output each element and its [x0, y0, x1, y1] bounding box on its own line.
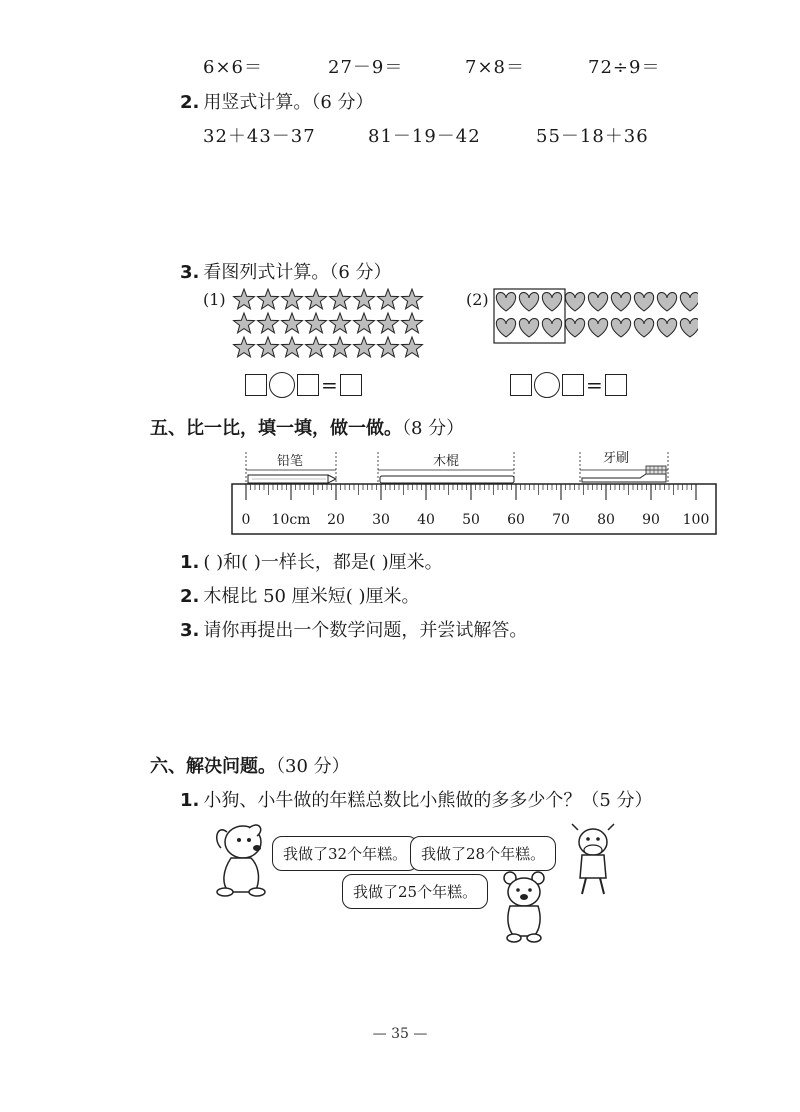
s6-question-1 — [180, 786, 653, 812]
ruler-figure — [230, 450, 720, 540]
dog-illustration — [205, 820, 275, 898]
vertical-calc-2: 81－19－42 — [368, 126, 481, 147]
heart-shape — [657, 318, 676, 337]
question-points: （6 分） — [329, 262, 392, 283]
star-shape — [378, 313, 399, 333]
equals-sign: = — [321, 373, 338, 397]
star-shape — [282, 337, 303, 357]
star-shape — [258, 289, 279, 309]
page-number: — 35 — — [372, 1026, 428, 1042]
question-text[interactable]: 木棍比 50 厘米短( )厘米。 — [203, 586, 420, 607]
question-3 — [180, 258, 392, 284]
s5-question-2 — [180, 582, 420, 608]
star-shape — [258, 337, 279, 357]
heart-shape — [657, 292, 676, 311]
star-shape — [402, 337, 423, 357]
star-shape — [234, 337, 255, 357]
ruler-tick-label: 20 — [327, 512, 345, 528]
cow-illustration — [568, 822, 618, 900]
heart-shape — [496, 318, 515, 337]
question-text[interactable]: ( )和( )一样长，都是( )厘米。 — [203, 552, 443, 573]
star-shape — [306, 337, 327, 357]
question-number: 3. — [180, 262, 200, 283]
question-2 — [180, 88, 374, 114]
question-number: 2. — [180, 586, 200, 607]
answer-box[interactable] — [245, 374, 267, 396]
section-points: （8 分） — [402, 418, 465, 439]
question-text: 用竖式计算。 — [203, 92, 312, 113]
section-points: （30 分） — [276, 756, 350, 777]
vertical-calc-3: 55－18＋36 — [536, 126, 649, 147]
ruler-tick-label: 60 — [507, 512, 525, 528]
star-shape — [282, 313, 303, 333]
vertical-calc-1: 32＋43－37 — [203, 126, 316, 147]
question-number: 2. — [180, 92, 200, 113]
question-number: 3. — [180, 620, 200, 641]
hearts-figure — [492, 288, 698, 344]
equation-1 — [245, 372, 362, 398]
heart-shape — [542, 292, 561, 311]
star-shape — [306, 313, 327, 333]
heart-shape — [611, 318, 630, 337]
section-5-title — [150, 414, 464, 440]
heart-shape — [634, 292, 653, 311]
heart-shape — [519, 318, 538, 337]
star-shape — [234, 289, 255, 309]
ruler-tick-label: 30 — [372, 512, 390, 528]
question-text: 看图列式计算。 — [203, 262, 330, 283]
ruler-tick-label: 80 — [597, 512, 615, 528]
star-shape — [330, 289, 351, 309]
star-shape — [354, 313, 375, 333]
answer-box[interactable] — [297, 374, 319, 396]
stick-label: 木棍 — [432, 454, 460, 469]
answer-box[interactable] — [340, 374, 362, 396]
picture-2-label: (2) — [466, 290, 489, 309]
section-title-text: 六、解决问题。 — [150, 756, 276, 777]
star-shape — [378, 337, 399, 357]
picture-1-label: (1) — [203, 290, 226, 309]
heart-shape — [565, 318, 584, 337]
heart-shape — [542, 318, 561, 337]
star-shape — [354, 337, 375, 357]
heart-shape — [588, 318, 607, 337]
heart-shape — [634, 318, 653, 337]
question-points: （6 分） — [311, 92, 374, 113]
ruler-tick-label: 50 — [462, 512, 480, 528]
toothbrush-label: 牙刷 — [602, 451, 630, 466]
operator-circle[interactable] — [269, 372, 295, 398]
answer-box[interactable] — [605, 374, 627, 396]
star-shape — [402, 289, 423, 309]
ruler-tick-label: 0 — [241, 512, 251, 528]
section-6-title — [150, 752, 350, 778]
heart-shape — [519, 292, 538, 311]
heart-shape — [565, 292, 584, 311]
pencil-label: 铅笔 — [276, 454, 304, 469]
question-number: 1. — [180, 790, 200, 811]
bear-illustration — [498, 870, 550, 944]
ruler-tick-label: 70 — [552, 512, 570, 528]
star-shape — [330, 313, 351, 333]
cow-speech-bubble: 我做了28个年糕。 — [410, 836, 556, 871]
star-shape — [354, 289, 375, 309]
heart-shape — [680, 318, 698, 337]
heart-shape — [680, 292, 698, 311]
question-number: 1. — [180, 552, 200, 573]
star-shape — [282, 289, 303, 309]
calc-item-3: 7×8＝ — [465, 57, 525, 78]
answer-box[interactable] — [562, 374, 584, 396]
s5-question-3 — [180, 616, 527, 642]
ruler-tick-label: 40 — [417, 512, 435, 528]
section-title-text: 五、比一比，填一填，做一做。 — [150, 418, 402, 439]
star-shape — [234, 313, 255, 333]
answer-box[interactable] — [510, 374, 532, 396]
star-shape — [258, 313, 279, 333]
question-text: 小狗、小牛做的年糕总数比小熊做的多多少个？ — [203, 790, 582, 811]
stars-figure — [232, 288, 424, 362]
question-points: （5 分） — [581, 790, 653, 811]
bear-speech-bubble: 我做了25个年糕。 — [342, 874, 488, 909]
ruler-tick-label: 10cm — [271, 512, 311, 528]
star-shape — [306, 289, 327, 309]
heart-shape — [611, 292, 630, 311]
heart-shape — [496, 292, 515, 311]
heart-shape — [588, 292, 607, 311]
equals-sign: = — [586, 373, 603, 397]
ruler-tick-label: 90 — [642, 512, 660, 528]
star-shape — [330, 337, 351, 357]
ruler-tick-label: 100 — [682, 512, 710, 528]
star-shape — [402, 313, 423, 333]
calc-item-2: 27－9＝ — [328, 57, 404, 78]
dog-speech-bubble: 我做了32个年糕。 — [272, 836, 418, 871]
operator-circle[interactable] — [534, 372, 560, 398]
question-text: 请你再提出一个数学问题，并尝试解答。 — [203, 620, 528, 641]
equation-2 — [510, 372, 627, 398]
calc-item-1: 6×6＝ — [203, 57, 263, 78]
star-shape — [378, 289, 399, 309]
calc-item-4: 72÷9＝ — [588, 57, 661, 78]
s5-question-1 — [180, 548, 443, 574]
